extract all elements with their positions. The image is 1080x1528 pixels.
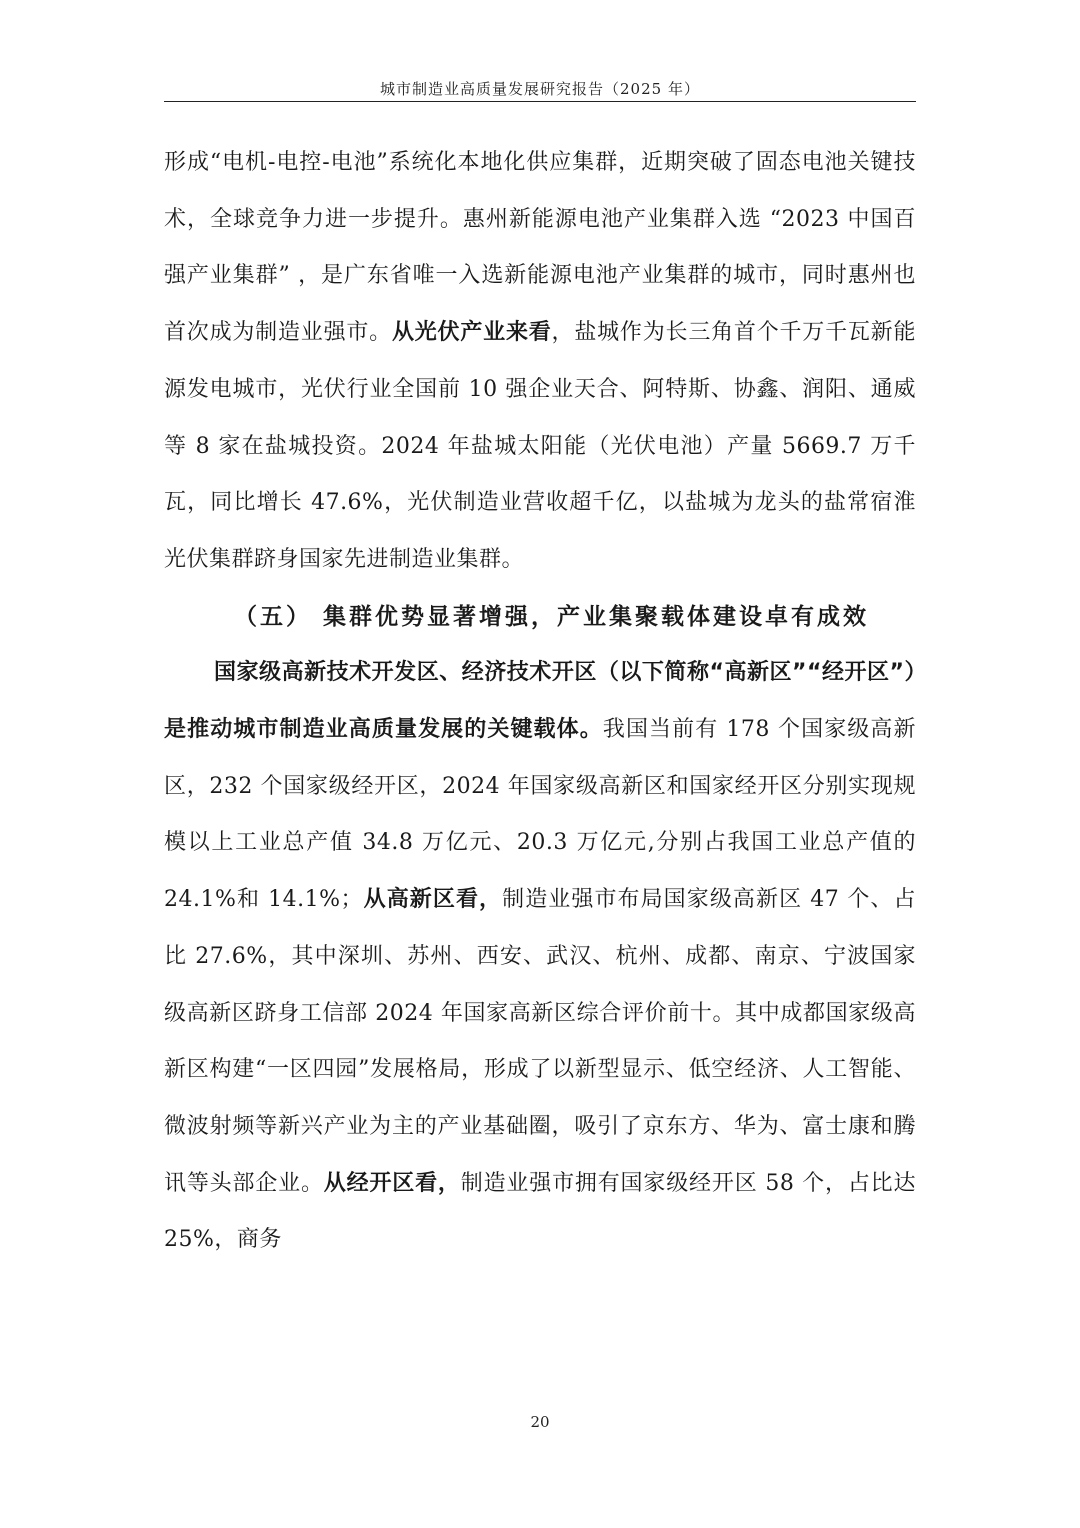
bold-lead-econzone: 从经开区看， (323, 1170, 461, 1196)
paragraph-text: 我国当前有 178 个国家级高新区，232 个国家级经开区，2024 年国家级高新区和国家经开区分别实现规模以上工业总产值 34.8 万亿元、20.3 万亿元,分别占我国工业总产值的 24.1%和 14.1%； (164, 717, 916, 913)
paragraph-new-energy-pv (164, 135, 916, 589)
paragraph-text: 制造业强市拥有国家级经开区 58 个，占比达 25%，商务 (164, 1170, 916, 1253)
page-number: 20 (530, 1413, 550, 1431)
header-rule (164, 101, 916, 102)
paragraph-text: 制造业强市布局国家级高新区 47 个、占比 27.6%，其中深圳、苏州、西安、武汉、杭州、成都、南京、宁波国家级高新区跻身工信部 2024 年国家高新区综合评价前十。其中成都国家级高新区构建“一区四园”发展格局，形成了以新型显示、低空经济、人工智能、微波射频等新兴产业为主的产业基础圈，吸引了京东方、华为、富士康和腾讯等头部企业。 (164, 887, 916, 1196)
bold-lead-hightech: 从高新区看， (363, 887, 503, 913)
section-heading-5: （五） 集群优势显著增强，产业集聚载体建设卓有成效 (234, 603, 870, 630)
running-header: 城市制造业高质量发展研究报告（2025 年） (380, 80, 700, 98)
main-body (164, 135, 916, 1269)
paragraph-text: ，盐城作为长三角首个千万千瓦新能源发电城市，光伏行业全国前 10 强企业天合、阿特斯、协鑫、润阳、通威等 8 家在盐城投资。2024 年盐城太阳能（光伏电池）产量 5669.7 万千瓦，同比增长 47.6%，光伏制造业营收超千亿，以盐城为龙头的盐常宿淮光伏集群跻身国家先进制造业集群。 (164, 320, 916, 572)
bold-lead-zones: 国家级高新技术开发区、经济技术开区（以下简称“高新区”“经开区”）是推动城市制造业高质量发展的关键载体。 (164, 660, 916, 743)
paragraph-development-zones (164, 645, 916, 1269)
paragraph-text: 形成“电机-电控-电池”系统化本地化供应集群，近期突破了固态电池关键技术，全球竞争力进一步提升。惠州新能源电池产业集群入选 “2023 中国百强产业集群” ，是广东省唯一入选新能源电池产业集群的城市，同时惠州也首次成为制造业强市。 (164, 150, 916, 346)
bold-lead-pv: 从光伏产业来看 (391, 320, 552, 346)
